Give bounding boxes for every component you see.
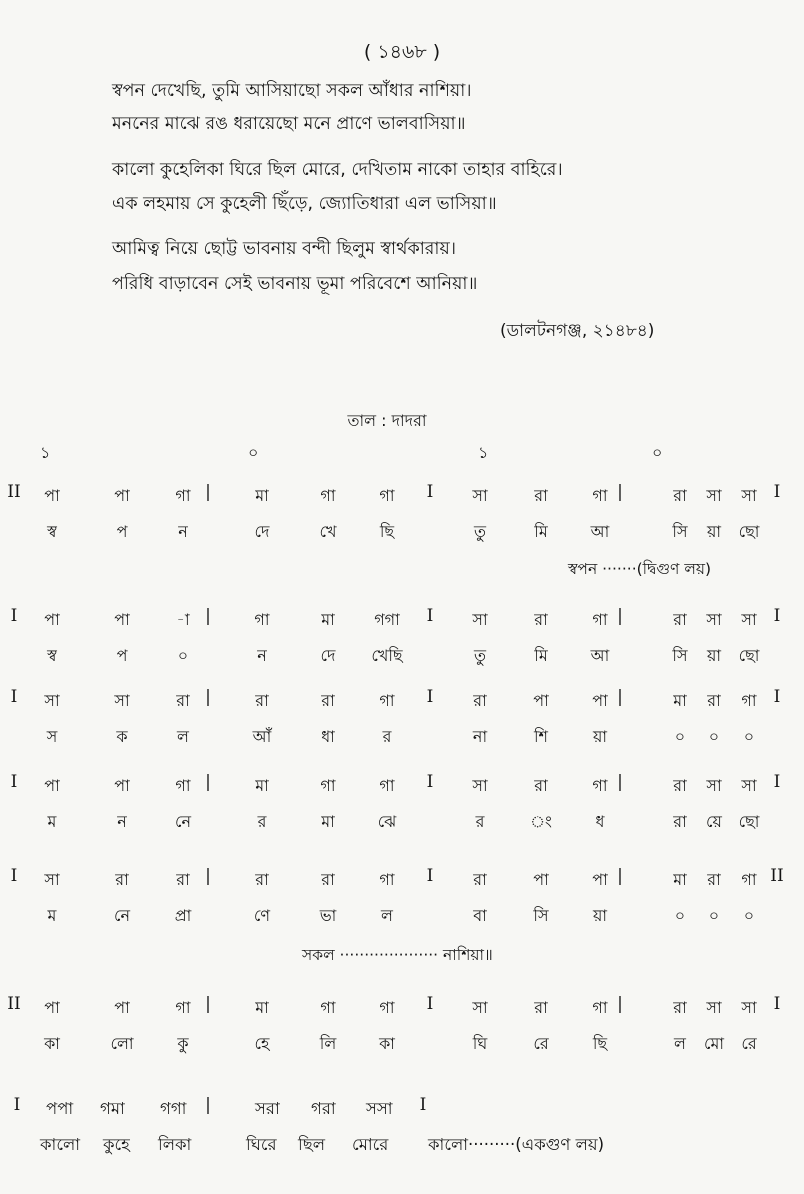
note-cell: পা (592, 870, 608, 889)
note-cell: রা (473, 691, 487, 710)
note-cell: গা (379, 486, 395, 505)
note-cell: গা (592, 610, 608, 629)
note-cell: সা (706, 998, 722, 1017)
note-cell: পা (44, 998, 60, 1017)
lyric-cell: মি (534, 522, 548, 541)
lyric-cell: লি (319, 1034, 337, 1053)
note-cell: সা (472, 610, 488, 629)
note-cell: গা (320, 998, 336, 1017)
lyric-cell: রে (741, 1034, 757, 1053)
note-cell: সা (741, 776, 757, 795)
lyric-cell: ন (178, 522, 188, 541)
place-date-signature: (ডালটনগঞ্জ, ২১৪৮৪) (500, 321, 655, 341)
lyric-cell: ল (381, 906, 393, 925)
lyric-cell: আঁ (252, 727, 272, 746)
lyric-cell: য়া (706, 646, 722, 665)
barline: | (617, 606, 623, 626)
row-close-barline: I (773, 606, 781, 626)
lyric-cell: ০ (743, 906, 755, 925)
lyric-cell: ণে (253, 906, 271, 925)
lyric-cell: লিকা (158, 1135, 192, 1154)
poem-line-3: কালো কুহেলিকা ঘিরে ছিল মোরে, দেখিতাম নাকো তাহার বাহিরে। (112, 160, 563, 180)
lyric-cell: স্ব (47, 522, 57, 541)
tala-mark-1: ১ (40, 443, 51, 462)
note-cell: -া (176, 610, 190, 629)
lyric-cell: দে (254, 522, 270, 541)
poem-line-5: আমিত্ব নিয়ে ছোট্ট ভাবনায় বন্দী ছিলুম স্বার্থকারায়। (112, 239, 457, 259)
tempo-note-2: কালো·········(একগুণ লয়) (428, 1135, 605, 1154)
barline: I (426, 994, 434, 1014)
lyric-cell: সি (533, 906, 549, 925)
lyric-cell: সি (672, 522, 688, 541)
barline: | (205, 687, 211, 707)
lyric-cell: ল (674, 1034, 686, 1053)
poem-line-1: স্বপন দেখেছি, তুমি আসিয়াছো সকল আঁধার নাশিয়া। (112, 81, 472, 101)
lyric-cell: ছি (379, 522, 395, 541)
note-cell: রা (534, 776, 548, 795)
note-cell: সা (472, 776, 488, 795)
barline: I (426, 866, 434, 886)
barline: | (205, 772, 211, 792)
lyric-cell: র (257, 812, 267, 831)
note-cell: মা (255, 486, 269, 505)
barline: | (205, 482, 211, 502)
lyric-cell: কু (177, 1034, 189, 1053)
lyric-cell: লো (110, 1034, 134, 1053)
note-cell: সরা (255, 1099, 280, 1118)
lyric-cell: শি (533, 727, 549, 746)
row-open-barline: I (13, 1095, 21, 1115)
note-cell: গা (592, 776, 608, 795)
lyric-cell: য়া (592, 906, 608, 925)
barline: | (617, 687, 623, 707)
row-open-barline: I (10, 606, 18, 626)
row-open-barline: II (7, 482, 21, 502)
note-cell: পা (44, 486, 60, 505)
lyric-cell: ভা (319, 906, 337, 925)
note-cell: পা (592, 691, 608, 710)
lyric-cell: কা (44, 1034, 60, 1053)
lyric-cell: ম (47, 906, 57, 925)
note-cell: রা (534, 486, 548, 505)
lyric-cell: স (46, 727, 58, 746)
lyric-cell: নে (113, 906, 131, 925)
lyric-cell: মা (321, 812, 335, 831)
barline: I (426, 482, 434, 502)
lyric-cell: র (475, 812, 485, 831)
note-cell: মা (673, 691, 687, 710)
page-number: ( ১৪৬৮ ) (363, 41, 441, 63)
barline: | (205, 994, 211, 1014)
barline: I (426, 606, 434, 626)
lyric-cell: ছিল (298, 1135, 326, 1154)
note-cell: সা (114, 691, 130, 710)
lyric-cell: স্ব (47, 646, 57, 665)
note-cell: গা (379, 998, 395, 1017)
note-cell: সা (44, 870, 60, 889)
barline: | (617, 994, 623, 1014)
note-cell: রা (176, 691, 190, 710)
lyric-cell: আ (590, 522, 610, 541)
note-cell: গা (379, 691, 395, 710)
lyric-cell: রে (533, 1034, 549, 1053)
note-cell: পা (114, 610, 130, 629)
note-cell: গা (175, 486, 191, 505)
note-cell: গগা (160, 1099, 187, 1118)
lyric-cell: ং (530, 812, 552, 831)
lyric-cell: ক (116, 727, 128, 746)
note-cell: রা (255, 691, 269, 710)
lyric-cell: ধা (321, 727, 335, 746)
note-cell: গা (254, 610, 270, 629)
tempo-note-1: স্বপন ·······(দ্বিগুণ লয়) (568, 560, 712, 578)
lyric-cell: মো (703, 1034, 725, 1053)
lyric-cell: ছি (592, 1034, 608, 1053)
note-cell: রা (473, 870, 487, 889)
note-cell: সা (706, 486, 722, 505)
row-close-barline: I (773, 482, 781, 502)
row-open-barline: I (10, 772, 18, 792)
refrain-note: সকল ···················· নাশিয়া॥ (302, 946, 493, 964)
lyric-cell: সি (672, 646, 688, 665)
note-cell: রা (255, 870, 269, 889)
note-cell: পা (114, 998, 130, 1017)
lyric-cell: ঝে (377, 812, 397, 831)
lyric-cell: ঘিরে (246, 1135, 277, 1154)
note-cell: পা (44, 776, 60, 795)
barline: | (617, 772, 623, 792)
barline: | (205, 866, 211, 886)
note-cell: সা (472, 998, 488, 1017)
note-cell: মা (255, 998, 269, 1017)
lyric-cell: ০ (674, 727, 686, 746)
barline: | (617, 482, 623, 502)
note-cell: পা (44, 610, 60, 629)
lyric-cell: প (116, 522, 128, 541)
poem-line-6: পরিধি বাড়াবেন সেই ভাবনায় ভূমা পরিবেশে আনিয়া॥ (112, 274, 478, 294)
note-cell: সা (706, 610, 722, 629)
note-cell: রা (707, 870, 721, 889)
lyric-cell: ঘি (472, 1034, 488, 1053)
lyric-cell: প্রা (174, 906, 192, 925)
note-cell: পপা (46, 1099, 74, 1118)
row-close-barline: I (773, 994, 781, 1014)
lyric-cell: তু (473, 646, 487, 665)
note-cell: গা (741, 870, 757, 889)
row-close-barline: I (773, 687, 781, 707)
lyric-cell: য়া (592, 727, 608, 746)
note-cell: গা (320, 486, 336, 505)
lyric-cell: হে (254, 1034, 270, 1053)
note-cell: রা (534, 610, 548, 629)
lyric-cell: আ (590, 646, 610, 665)
note-cell: রা (321, 691, 335, 710)
lyric-cell: না (472, 727, 488, 746)
lyric-cell: ন (117, 812, 127, 831)
lyric-cell: কুহে (103, 1135, 130, 1154)
barline: | (205, 606, 211, 626)
poem-line-4: এক লহমায় সে কুহেলী ছিঁড়ে, জ্যোতিধারা এল ভাসিয়া॥ (112, 194, 497, 214)
lyric-cell: য়ে (706, 812, 722, 831)
barline: I (419, 1095, 427, 1115)
lyric-cell: খেছি (371, 646, 403, 665)
note-cell: সা (741, 610, 757, 629)
tala-mark-2: ০ (248, 443, 259, 462)
lyric-cell: বা (473, 906, 487, 925)
note-cell: সা (706, 776, 722, 795)
lyric-cell: খে (319, 522, 337, 541)
note-cell: সা (741, 998, 757, 1017)
note-cell: রা (534, 998, 548, 1017)
lyric-cell: তু (473, 522, 487, 541)
note-cell: গা (379, 776, 395, 795)
note-cell: গা (175, 776, 191, 795)
note-cell: গগা (374, 610, 400, 629)
note-cell: মা (321, 610, 335, 629)
note-cell: রা (707, 691, 721, 710)
note-cell: গা (379, 870, 395, 889)
note-cell: মা (255, 776, 269, 795)
lyric-cell: র (382, 727, 392, 746)
note-cell: পা (114, 486, 130, 505)
lyric-cell: মি (534, 646, 548, 665)
lyric-cell: দে (320, 646, 336, 665)
note-cell: রা (673, 610, 687, 629)
tala-heading: তাল : দাদরা (347, 411, 427, 430)
note-cell: রা (673, 776, 687, 795)
poem-line-2: মননের মাঝে রঙ ধরায়েছো মনে প্রাণে ভালবাসিয়া॥ (112, 114, 466, 134)
lyric-cell: ম (47, 812, 57, 831)
note-cell: সসা (366, 1099, 393, 1118)
lyric-cell: ছো (738, 812, 760, 831)
lyric-cell: কালো (40, 1135, 81, 1154)
note-cell: রা (176, 870, 190, 889)
note-cell: গা (320, 776, 336, 795)
lyric-cell: নে (174, 812, 192, 831)
lyric-cell: ধ (595, 812, 605, 831)
tala-mark-3: ১ (478, 443, 489, 462)
lyric-cell: ০ (177, 646, 189, 665)
note-cell: গা (741, 691, 757, 710)
row-open-barline: II (7, 994, 21, 1014)
barline: | (617, 866, 623, 886)
note-cell: সা (472, 486, 488, 505)
row-close-barline: I (773, 772, 781, 792)
note-cell: রা (673, 486, 687, 505)
lyric-cell: মোরে (352, 1135, 389, 1154)
lyric-cell: রা (673, 812, 687, 831)
note-cell: গা (592, 998, 608, 1017)
note-cell: পা (533, 691, 549, 710)
lyric-cell: ০ (743, 727, 755, 746)
note-cell: সা (741, 486, 757, 505)
barline: I (426, 772, 434, 792)
lyric-cell: ন (257, 646, 267, 665)
note-cell: পা (114, 776, 130, 795)
lyric-cell: ০ (708, 906, 720, 925)
lyric-cell: য়া (706, 522, 722, 541)
barline: | (205, 1095, 211, 1115)
lyric-cell: ০ (674, 906, 686, 925)
note-cell: মা (673, 870, 687, 889)
lyric-cell: কা (379, 1034, 395, 1053)
lyric-cell: ছো (738, 522, 760, 541)
note-cell: রা (673, 998, 687, 1017)
note-cell: গমা (100, 1099, 125, 1118)
note-cell: রা (321, 870, 335, 889)
note-cell: গরা (311, 1099, 336, 1118)
note-cell: গা (175, 998, 191, 1017)
barline: I (426, 687, 434, 707)
note-cell: গা (592, 486, 608, 505)
note-cell: পা (533, 870, 549, 889)
lyric-cell: ল (177, 727, 189, 746)
note-cell: রা (115, 870, 129, 889)
row-close-barline: II (770, 866, 784, 886)
lyric-cell: ০ (708, 727, 720, 746)
tala-mark-4: ০ (652, 443, 663, 462)
lyric-cell: ছো (738, 646, 760, 665)
row-open-barline: I (10, 866, 18, 886)
lyric-cell: প (116, 646, 128, 665)
row-open-barline: I (10, 687, 18, 707)
note-cell: সা (44, 691, 60, 710)
